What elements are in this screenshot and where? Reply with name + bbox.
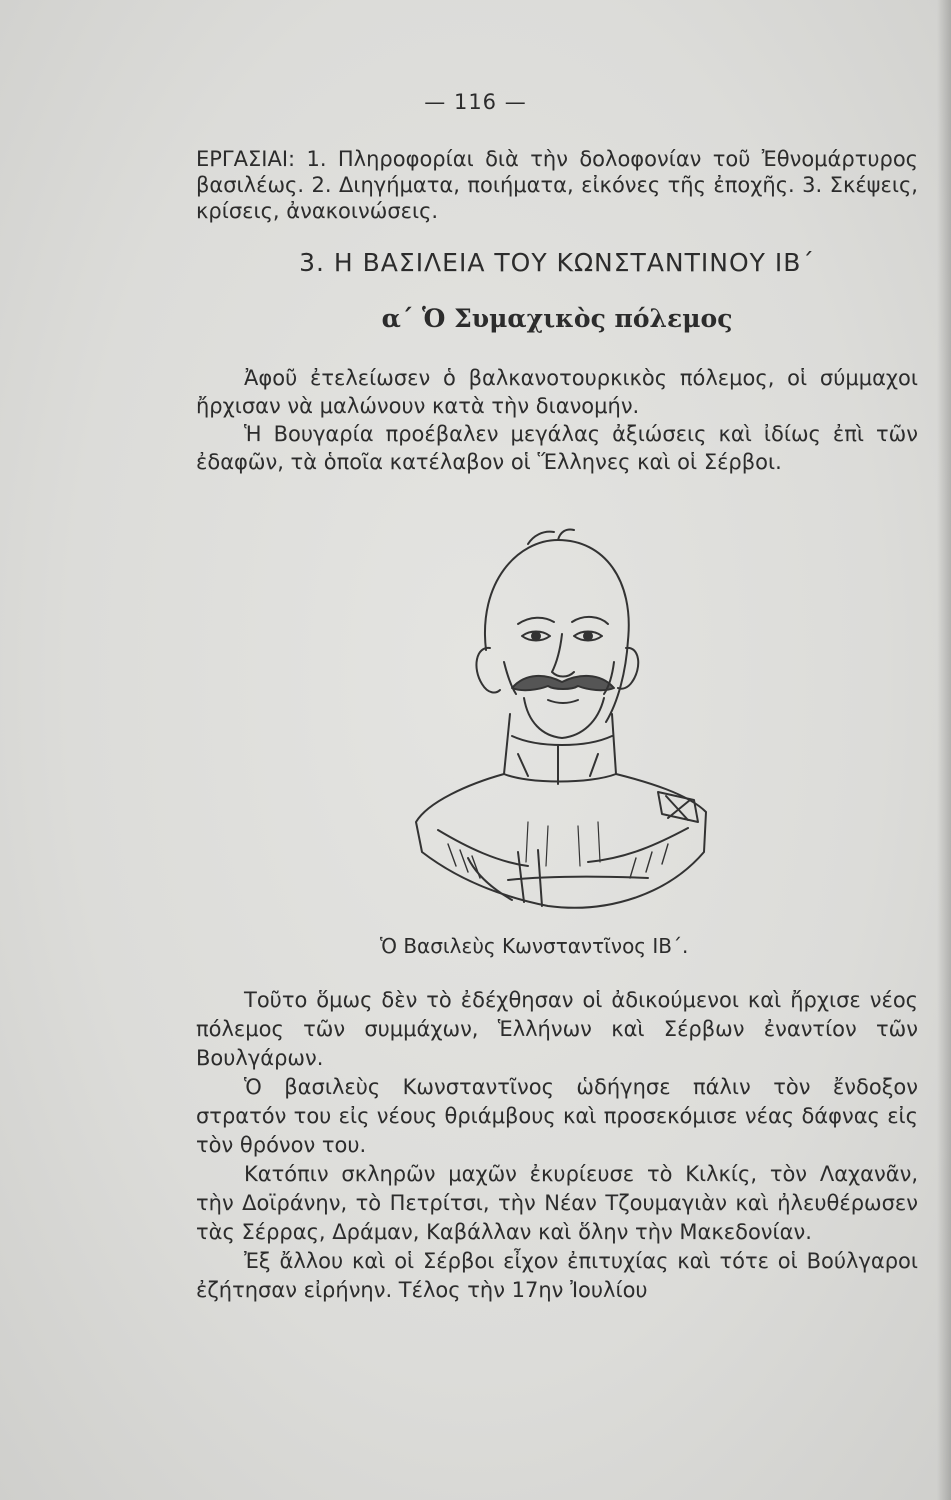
intro-paragraph-1: Ἀφοῦ ἐτελείωσεν ὁ βαλκανοτουρκικὸς πόλεμος, οἱ σύμμαχοι ἤρχισαν νὰ μαλώνουν κατὰ τὴν διανομήν.: [196, 366, 918, 418]
page-edge-shadow: [937, 0, 951, 1500]
portrait-illustration: [408, 522, 710, 922]
portrait-caption: Ὁ Βασιλεὺς Κωνσταντῖνος ΙΒ΄.: [380, 934, 689, 958]
body-paragraph-3: Κατόπιν σκληρῶν μαχῶν ἐκυρίευσε τὸ Κιλκίς, τὸν Λαχανᾶν, τὴν Δοϊράνην, τὸ Πετρίτσι, τὴν Νέαν Τζουμαγιὰν καὶ ἠλευθέρωσεν τὰς Σέρρας, Δράμαν, Καβάλλαν καὶ ὅλην τὴν Μακεδονίαν.: [196, 1162, 918, 1244]
collar: [504, 714, 616, 782]
body-paragraph-1: Τοῦτο ὅμως δὲν τὸ ἐδέχθησαν οἱ ἀδικούμενοι καὶ ἤρχισε νέος πόλεμος τῶν συμμάχων, Ἑλλήνων καὶ Σέρβων ἐναντίον τῶν Βουλγάρων.: [196, 988, 918, 1070]
body-paragraph-4: Ἐξ ἄλλου καὶ οἱ Σέρβοι εἶχον ἐπιτυχίας καὶ τότε οἱ Βούλγαροι ἐζήτησαν εἰρήνην. Τέλος τὴν 17ην Ἰουλίου: [196, 1249, 918, 1302]
body-paragraph-2: Ὁ βασιλεὺς Κωνσταντῖνος ὡδήγησε πάλιν τὸν ἔνδοξον στρατόν του εἰς νέους θριάμβους καὶ προσεκόμισε νέας δάφνας εἰς τὸν θρόνον του.: [196, 1075, 918, 1157]
body-text: [196, 986, 918, 1305]
head-outline: [485, 540, 629, 722]
moustache: [512, 676, 614, 690]
chapter-title: 3. Η ΒΑΣΙΛΕΙΑ ΤΟΥ ΚΩΝΣΤΑΝΤΙΝΟΥ ΙΒ΄: [299, 248, 815, 277]
section-title: α΄ Ὁ Συμαχικὸς πόλεμος: [381, 304, 733, 333]
page-number: — 116 —: [424, 90, 527, 114]
intro-paragraph-2: Ἡ Βουγαρία προέβαλεν μεγάλας ἀξιώσεις καὶ ἰδίως ἐπὶ τῶν ἐδαφῶν, τὰ ὁποῖα κατέλαβον οἱ Ἕλληνες καὶ οἱ Σέρβοι.: [196, 422, 918, 474]
tasks-text: ΕΡΓΑΣΙΑΙ: 1. Πληροφορίαι διὰ τὴν δολοφονίαν τοῦ Ἐθνομάρτυρος βασιλέως. 2. Διηγήματα, ποιήματα, εἰκόνες τῆς ἐποχῆς. 3. Σκέψεις, κρίσεις, ἀνακοινώσεις.: [196, 147, 918, 223]
intro-text: [196, 364, 918, 476]
tasks-paragraph: [196, 146, 918, 224]
